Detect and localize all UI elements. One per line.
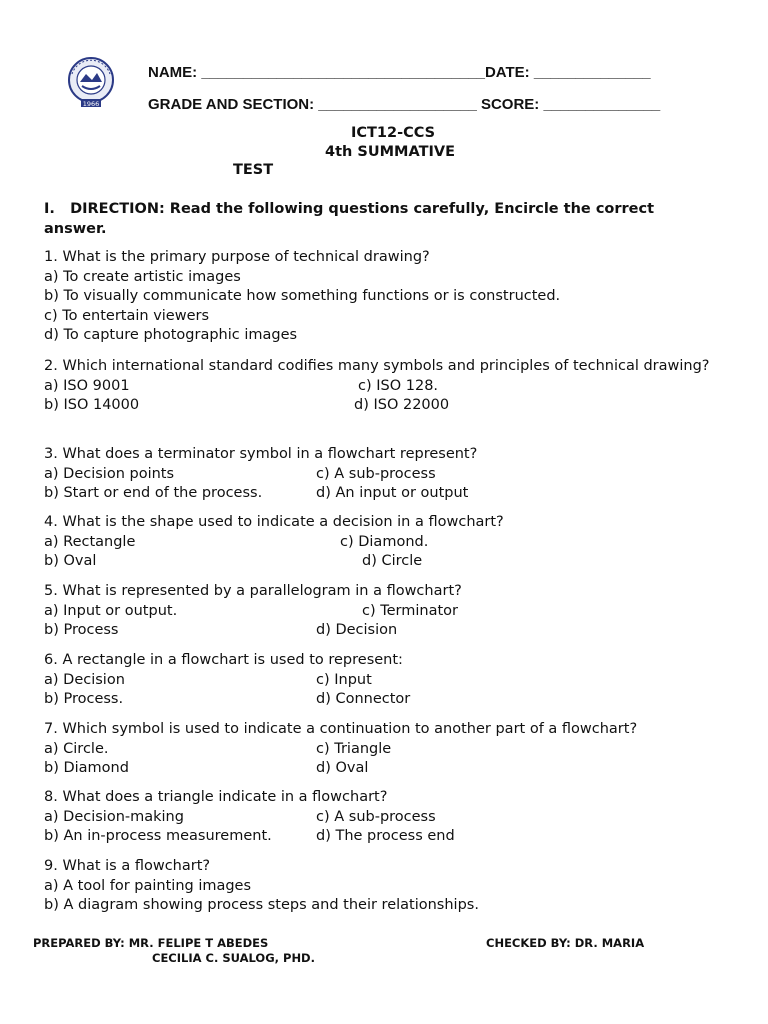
option-c: c) Diamond.: [340, 533, 429, 550]
question-3: [44, 445, 724, 504]
question-text: 4. What is the shape used to indicate a decision in a flowchart?: [44, 514, 504, 530]
option-d: d) Circle: [362, 553, 423, 570]
option-b: b) Oval: [44, 553, 97, 570]
option-c: c) A sub-process: [316, 808, 436, 825]
option-c: c) Terminator: [362, 602, 459, 619]
option-a: a) ISO 9001: [44, 377, 130, 394]
school-seal-logo: [66, 56, 116, 108]
question-text: 9. What is a flowchart?: [44, 858, 211, 874]
option-b: b) To visually communicate how something functions or is constructed.: [44, 288, 561, 305]
checked-by: CHECKED BY: DR. MARIA: [486, 936, 645, 950]
svg-text:1966: 1966: [82, 100, 100, 108]
option-a: a) Decision-making: [44, 808, 184, 825]
question-8: [44, 788, 724, 847]
option-a: a) To create artistic images: [44, 268, 241, 285]
test-title: TEST: [233, 162, 274, 178]
question-1: [44, 248, 724, 346]
question-text: 7. Which symbol is used to indicate a continuation to another part of a flowchart?: [44, 721, 638, 737]
question-text: 2. Which international standard codifies many symbols and principles of technical drawing?: [44, 358, 710, 374]
direction-text: DIRECTION: Read the following questions carefully, Encircle the correct answer.: [44, 201, 655, 237]
option-b: b) An in-process measurement.: [44, 828, 272, 845]
option-d: d) The process end: [316, 828, 455, 845]
grade-score-line: GRADE AND SECTION: ___________________ SCORE: ______________: [148, 96, 661, 113]
option-d: d) Oval: [316, 760, 369, 777]
option-d: d) ISO 22000: [354, 397, 450, 414]
course-title: ICT12-CCS: [351, 125, 436, 141]
option-d: d) Connector: [316, 691, 411, 708]
question-2: [44, 357, 724, 416]
option-b: b) Process.: [44, 691, 124, 708]
option-c: c) Input: [316, 671, 372, 688]
option-a: a) A tool for painting images: [44, 877, 252, 894]
option-c: c) A sub-process: [316, 465, 436, 482]
question-5: [44, 582, 724, 641]
direction-number: I.: [44, 201, 55, 217]
option-a: a) Decision: [44, 671, 125, 688]
question-9: [44, 857, 724, 916]
option-c: c) To entertain viewers: [44, 307, 210, 324]
question-text: 5. What is represented by a parallelogram in a flowchart?: [44, 583, 462, 599]
summative-title: 4th SUMMATIVE: [325, 144, 455, 160]
option-b: b) Process: [44, 622, 119, 639]
option-d: d) Decision: [316, 622, 398, 639]
option-b: b) Diamond: [44, 760, 129, 777]
question-text: 3. What does a terminator symbol in a flowchart represent?: [44, 446, 478, 462]
option-d: d) An input or output: [316, 485, 469, 502]
option-a: a) Decision points: [44, 465, 175, 482]
option-a: a) Circle.: [44, 740, 109, 757]
prepared-by: PREPARED BY: MR. FELIPE T ABEDES: [33, 936, 269, 950]
name-date-line: NAME: __________________________________DATE: ______________: [148, 64, 651, 81]
option-a: a) Input or output.: [44, 602, 178, 619]
question-text: 8. What does a triangle indicate in a flowchart?: [44, 789, 388, 805]
option-d: d) To capture photographic images: [44, 327, 298, 344]
question-text: 1. What is the primary purpose of technical drawing?: [44, 249, 430, 265]
question-6: [44, 651, 724, 710]
option-a: a) Rectangle: [44, 533, 136, 550]
option-b: b) ISO 14000: [44, 397, 140, 414]
question-text: 6. A rectangle in a flowchart is used to represent:: [44, 652, 403, 668]
question-4: [44, 513, 724, 572]
option-c: c) ISO 128.: [358, 377, 439, 394]
direction-block: [44, 199, 704, 239]
prepared-by-continued: CECILIA C. SUALOG, PHD.: [152, 951, 315, 965]
option-b: b) A diagram showing process steps and their relationships.: [44, 897, 479, 914]
option-b: b) Start or end of the process.: [44, 485, 263, 502]
question-7: [44, 720, 724, 779]
option-c: c) Triangle: [316, 740, 392, 757]
